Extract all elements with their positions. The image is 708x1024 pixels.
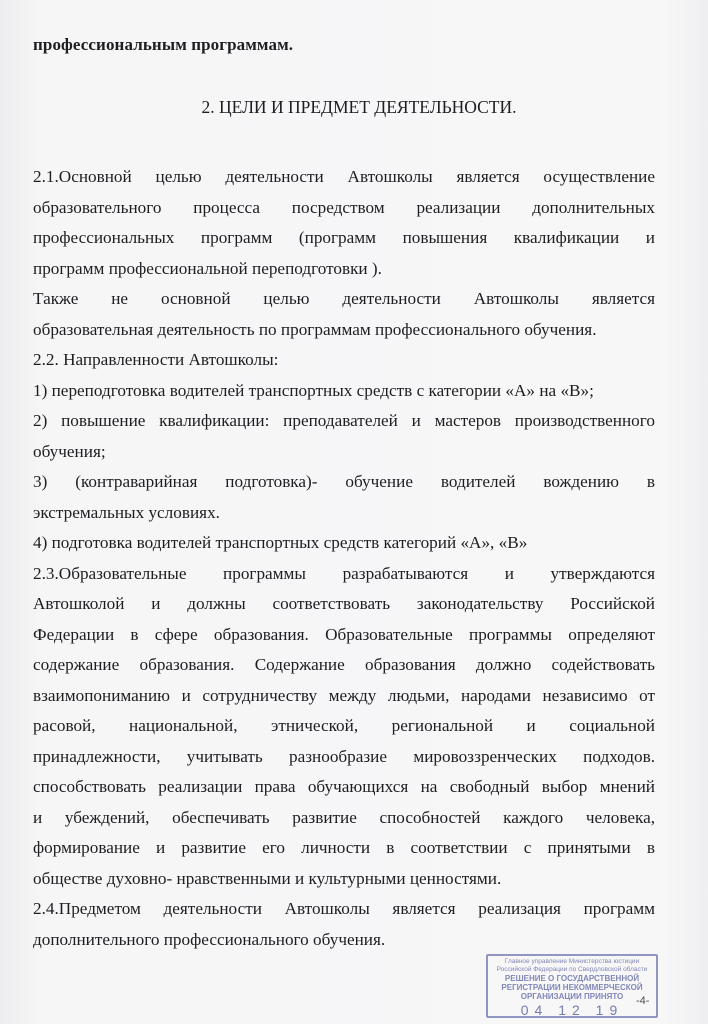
text-line: Федерации в сфере образования. Образовательные программы определяют <box>33 624 655 644</box>
text-line: 2.3.Образовательные программы разрабатываются и утверждаются <box>33 563 655 583</box>
paragraph-2-1 <box>33 162 655 284</box>
body-text <box>33 162 655 955</box>
continuation-line: профессиональным программам. <box>33 35 294 54</box>
text-line: способствовать реализации права обучающихся на свободный выбор мнений <box>33 777 655 796</box>
text-line: формирование и развитие его личности в соответствии с принятыми в <box>33 838 655 857</box>
list-item-2 <box>33 406 655 467</box>
text-line: обучения; <box>33 441 106 461</box>
stamp-line: РЕГИСТРАЦИИ НЕКОММЕРЧЕСКОЙ <box>501 983 643 992</box>
list-item-4 <box>33 528 655 559</box>
list-item-3 <box>33 467 655 528</box>
text-line: профессиональных программ (программ повышения квалификации и <box>33 228 655 247</box>
text-line: программ профессиональной переподготовки ). <box>33 258 382 278</box>
text-line: принадлежности, учитывать разнообразие мировоззренческих подходов. <box>33 746 655 766</box>
text-line: и убеждений, обеспечивать развитие способностей каждого человека, <box>33 807 655 827</box>
text-line: 3) (контраварийная подготовка)- обучение водителей вождению в <box>33 472 655 491</box>
text-line: содержание образования. Содержание образования должно содействовать <box>33 655 655 674</box>
stamp-line: Главное управление Министерства юстиции <box>504 958 640 965</box>
list-item-1 <box>33 376 655 407</box>
text-line: 4) подготовка водителей транспортных средств категорий «А», «В» <box>33 533 528 552</box>
stamp-line: ОРГАНИЗАЦИИ ПРИНЯТО <box>520 992 624 1001</box>
text-line: экстремальных условиях. <box>33 502 220 522</box>
text-line: расовой, национальной, этнической, региональной и социальной <box>33 716 655 735</box>
stamp-line: Российской Федерации по Свердловской области <box>496 966 648 973</box>
paragraph-2-2 <box>33 345 655 376</box>
text-line: обществе духовно- нравственными и культурными ценностями. <box>33 868 502 888</box>
text-line: 2.1.Основной целью деятельности Автошколы является осуществление <box>33 167 655 186</box>
section-heading: 2. ЦЕЛИ И ПРЕДМЕТ ДЕЯТЕЛЬНОСТИ. <box>201 97 517 117</box>
paragraph-2-3 <box>33 559 655 895</box>
text-line: образовательного процесса посредством реализации дополнительных <box>33 197 655 217</box>
stamp-date: 04 12 19 <box>520 1002 624 1018</box>
text-line: образовательная деятельность по программам профессионального обучения. <box>33 319 597 339</box>
text-line: Автошколой и должны соответствовать законодательству Российской <box>33 594 655 613</box>
text-line: дополнительного профессионального обучения. <box>33 929 386 949</box>
text-line: 2) повышение квалификации: преподавателей и мастеров производственного <box>33 411 655 430</box>
registration-stamp <box>486 954 658 1018</box>
paragraph-also <box>33 284 655 345</box>
text-line: взаимопониманию и сотрудничеству между людьми, народами независимо от <box>33 685 655 705</box>
stamp-line: РЕШЕНИЕ О ГОСУДАРСТВЕННОЙ <box>504 974 640 983</box>
text-line: 2.2. Направленности Автошколы: <box>33 350 279 369</box>
text-line: 2.4.Предметом деятельности Автошколы является реализация программ <box>33 899 655 918</box>
text-line: 1) переподготовка водителей транспортных средств с категории «А» на «В»; <box>33 380 594 400</box>
paragraph-2-4 <box>33 894 655 955</box>
page-number: -4- <box>636 995 650 1007</box>
text-line: Также не основной целью деятельности Автошколы является <box>33 289 655 308</box>
